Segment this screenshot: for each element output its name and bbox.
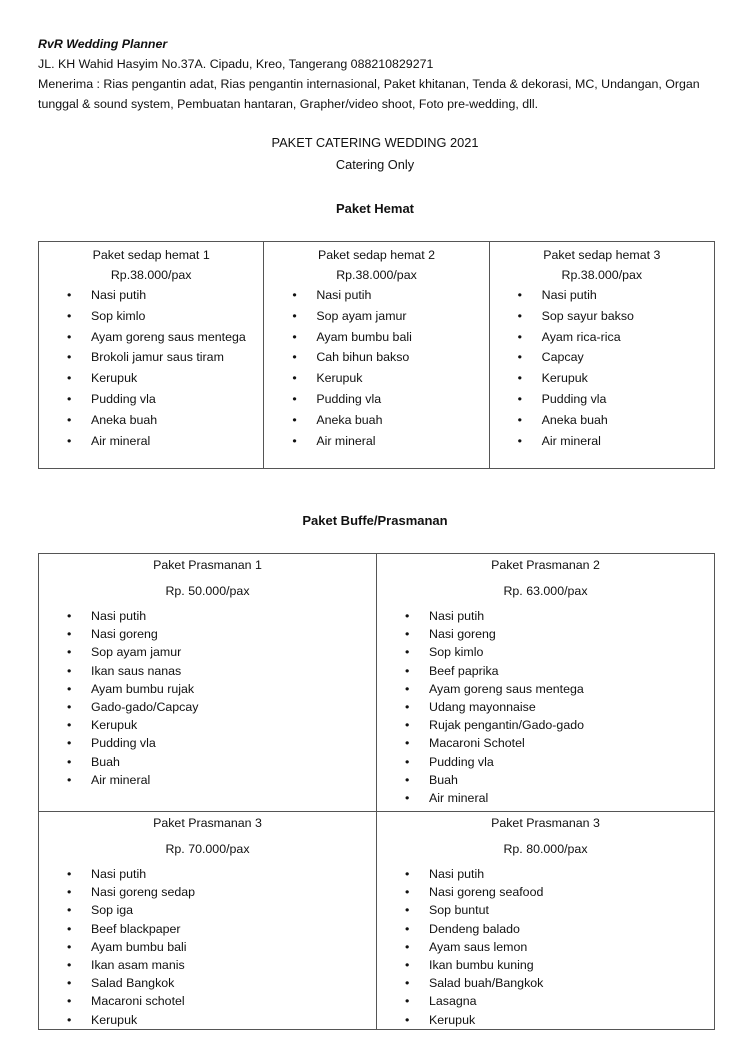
bullet-icon: • <box>405 627 410 642</box>
bullet-icon: • <box>67 772 72 787</box>
list-item <box>490 327 714 348</box>
list-item <box>377 716 714 734</box>
menu-item-text: Ayam rica-rica <box>541 329 621 344</box>
menu-item-text: Beef blackpaper <box>91 921 181 936</box>
hemat-packages-table <box>38 241 715 469</box>
package-cell <box>39 554 377 812</box>
company-address: JL. KH Wahid Hasyim No.37A. Cipadu, Kreo, Tangerang 088210829271 <box>38 57 434 71</box>
list-item <box>377 771 714 789</box>
bullet-icon: • <box>292 288 297 302</box>
bullet-icon: • <box>405 754 410 769</box>
menu-item-text: Ikan bumbu kuning <box>429 958 534 973</box>
bullet-icon: • <box>405 994 410 1009</box>
menu-item-text: Kerupuk <box>541 371 588 386</box>
bullet-icon: • <box>292 329 297 344</box>
bullet-icon: • <box>67 718 72 733</box>
bullet-icon: • <box>67 958 72 973</box>
menu-item-text: Nasi putih <box>541 288 597 302</box>
bullet-icon: • <box>405 903 410 918</box>
list-item <box>490 347 714 368</box>
document-title: PAKET CATERING WEDDING 2021 <box>271 135 479 150</box>
bullet-icon: • <box>292 412 297 427</box>
menu-item-text: Nasi putih <box>429 867 485 881</box>
list-item <box>39 956 376 974</box>
package-name: Paket sedap hemat 2 <box>317 248 436 262</box>
package-price: Rp.38.000/pax <box>561 268 643 282</box>
menu-item-text: Sop ayam jamur <box>91 645 182 660</box>
menu-item-text: Aneka buah <box>316 412 383 427</box>
list-item <box>39 389 263 410</box>
bullet-icon: • <box>67 903 72 918</box>
list-item <box>39 734 376 752</box>
list-item <box>264 347 488 368</box>
package-name: Paket Prasmanan 3 <box>491 816 600 830</box>
list-item <box>490 431 714 452</box>
menu-item-text: Dendeng balado <box>429 921 520 936</box>
menu-item-text: Nasi putih <box>316 288 372 302</box>
bullet-icon: • <box>67 1012 72 1027</box>
package-price: Rp. 50.000/pax <box>165 584 250 598</box>
menu-item-list <box>490 285 714 451</box>
list-item <box>377 956 714 974</box>
bullet-icon: • <box>405 958 410 973</box>
list-item <box>264 389 488 410</box>
package-cell <box>39 812 377 1030</box>
menu-item-text: Pudding vla <box>91 391 156 406</box>
bullet-icon: • <box>517 371 522 386</box>
bullet-icon: • <box>292 391 297 406</box>
list-item <box>39 410 263 431</box>
bullet-icon: • <box>67 350 72 365</box>
bullet-icon: • <box>67 736 72 751</box>
services-list: Menerima : Rias pengantin adat, Rias pengantin internasional, Paket khitanan, Tenda & dekorasi, MC, Undangan, Organ tunggal & sound system, Pembuatan hantaran, Grapher/video shoot, Foto pre-wedding, dll. <box>38 77 700 111</box>
menu-item-text: Pudding vla <box>316 391 382 406</box>
menu-item-text: Pudding vla <box>91 736 156 751</box>
list-item <box>377 789 714 807</box>
package-cell <box>377 812 715 1030</box>
list-item <box>39 347 263 368</box>
bullet-icon: • <box>405 939 410 954</box>
list-item <box>39 753 376 771</box>
menu-item-text: Buah <box>429 772 458 787</box>
list-item <box>264 431 488 452</box>
menu-item-text: Aneka buah <box>541 412 608 427</box>
menu-item-text: Ayam bumbu bali <box>91 939 187 954</box>
list-item <box>39 306 263 327</box>
bullet-icon: • <box>405 700 410 715</box>
menu-item-text: Sop kimlo <box>91 308 146 323</box>
menu-item-text: Ayam bumbu rujak <box>91 681 195 696</box>
list-item <box>264 306 488 327</box>
package-name: Paket sedap hemat 3 <box>543 248 661 262</box>
menu-item-text: Sop kimlo <box>429 645 484 660</box>
list-item <box>39 625 376 643</box>
list-item <box>377 883 714 901</box>
menu-item-text: Ikan asam manis <box>91 958 185 973</box>
menu-item-text: Lasagna <box>429 994 477 1009</box>
list-item <box>39 883 376 901</box>
package-cell <box>489 242 714 469</box>
bullet-icon: • <box>67 433 72 448</box>
list-item <box>39 992 376 1010</box>
list-item <box>39 662 376 680</box>
list-item <box>377 753 714 771</box>
menu-item-text: Buah <box>91 754 120 769</box>
list-item <box>377 698 714 716</box>
list-item <box>377 734 714 752</box>
list-item <box>39 680 376 698</box>
list-item <box>377 901 714 919</box>
document-subtitle: Catering Only <box>335 157 415 172</box>
letterhead <box>38 34 718 114</box>
bullet-icon: • <box>67 700 72 715</box>
bullet-icon: • <box>405 885 410 900</box>
menu-item-text: Nasi goreng sedap <box>91 885 196 900</box>
list-item <box>490 410 714 431</box>
section-title-hemat: Paket Hemat <box>335 201 415 216</box>
bullet-icon: • <box>517 391 522 406</box>
menu-item-text: Air mineral <box>316 433 376 448</box>
menu-item-list <box>377 865 714 1029</box>
buffet-packages-table <box>38 553 715 1030</box>
list-item <box>39 716 376 734</box>
list-item <box>377 643 714 661</box>
menu-item-list <box>264 285 488 451</box>
list-item <box>39 327 263 348</box>
bullet-icon: • <box>405 772 410 787</box>
list-item <box>490 368 714 389</box>
bullet-icon: • <box>405 663 410 678</box>
list-item <box>39 698 376 716</box>
bullet-icon: • <box>292 371 297 386</box>
menu-item-text: Ayam bumbu bali <box>316 329 412 344</box>
bullet-icon: • <box>405 718 410 733</box>
package-price: Rp.38.000/pax <box>110 268 192 282</box>
package-price: Rp. 63.000/pax <box>503 584 588 598</box>
bullet-icon: • <box>517 308 522 323</box>
bullet-icon: • <box>67 627 72 642</box>
menu-item-text: Pudding vla <box>429 754 494 769</box>
menu-item-text: Air mineral <box>91 433 151 448</box>
company-name: RvR Wedding Planner <box>38 37 168 51</box>
menu-item-text: Sop sayur bakso <box>541 308 634 323</box>
package-price: Rp. 70.000/pax <box>165 842 250 856</box>
bullet-icon: • <box>405 681 410 696</box>
list-item <box>377 938 714 956</box>
menu-item-text: Kerupuk <box>316 371 363 386</box>
menu-item-list <box>39 865 376 1029</box>
package-price: Rp. 80.000/pax <box>503 842 588 856</box>
menu-item-text: Ayam goreng saus mentega <box>91 329 246 344</box>
list-item <box>39 974 376 992</box>
bullet-icon: • <box>67 308 72 323</box>
bullet-icon: • <box>67 329 72 344</box>
list-item <box>377 992 714 1010</box>
bullet-icon: • <box>67 921 72 936</box>
list-item <box>39 1011 376 1029</box>
menu-item-text: Nasi putih <box>429 609 485 623</box>
bullet-icon: • <box>517 288 522 302</box>
package-price: Rp.38.000/pax <box>336 268 417 282</box>
list-item <box>264 368 488 389</box>
bullet-icon: • <box>67 867 72 881</box>
package-cell <box>39 242 264 469</box>
menu-item-text: Sop buntut <box>429 903 489 918</box>
bullet-icon: • <box>405 736 410 751</box>
list-item <box>39 607 376 625</box>
section-title-buffet: Paket Buffe/Prasmanan <box>302 513 448 528</box>
menu-item-text: Kerupuk <box>91 1012 138 1027</box>
menu-item-text: Brokoli jamur saus tiram <box>91 350 224 365</box>
bullet-icon: • <box>67 288 72 302</box>
bullet-icon: • <box>405 645 410 660</box>
menu-item-text: Air mineral <box>91 772 151 787</box>
list-item <box>39 431 263 452</box>
list-item <box>377 1011 714 1029</box>
list-item <box>264 327 488 348</box>
bullet-icon: • <box>67 976 72 991</box>
menu-item-text: Rujak pengantin/Gado-gado <box>429 718 584 733</box>
list-item <box>490 306 714 327</box>
bullet-icon: • <box>517 329 522 344</box>
bullet-icon: • <box>405 609 410 623</box>
menu-item-text: Salad Bangkok <box>91 976 175 991</box>
list-item <box>264 285 488 306</box>
menu-item-text: Ikan saus nanas <box>91 663 182 678</box>
menu-item-text: Gado-gado/Capcay <box>91 700 199 715</box>
menu-item-text: Udang mayonnaise <box>429 700 536 715</box>
menu-item-text: Salad buah/Bangkok <box>429 976 544 991</box>
bullet-icon: • <box>292 350 297 365</box>
menu-item-text: Nasi goreng seafood <box>429 885 544 900</box>
package-name: Paket Prasmanan 1 <box>153 558 262 572</box>
bullet-icon: • <box>67 994 72 1009</box>
list-item <box>377 920 714 938</box>
menu-item-text: Kerupuk <box>429 1012 476 1027</box>
list-item <box>39 285 263 306</box>
menu-item-text: Ayam goreng saus mentega <box>429 681 584 696</box>
menu-item-text: Ayam saus lemon <box>429 939 528 954</box>
package-cell <box>377 554 715 812</box>
package-name: Paket Prasmanan 2 <box>491 558 600 572</box>
list-item <box>39 920 376 938</box>
bullet-icon: • <box>405 791 410 806</box>
bullet-icon: • <box>67 371 72 386</box>
menu-item-text: Kerupuk <box>91 718 138 733</box>
list-item <box>377 662 714 680</box>
list-item <box>264 410 488 431</box>
menu-item-text: Nasi goreng <box>429 627 496 642</box>
menu-item-text: Macaroni schotel <box>91 994 185 1009</box>
menu-item-text: Nasi putih <box>91 867 147 881</box>
list-item <box>377 974 714 992</box>
list-item <box>39 938 376 956</box>
bullet-icon: • <box>405 1012 410 1027</box>
menu-item-text: Macaroni Schotel <box>429 736 525 751</box>
menu-item-text: Nasi putih <box>91 288 147 302</box>
menu-item-text: Sop ayam jamur <box>316 308 407 323</box>
bullet-icon: • <box>67 645 72 660</box>
menu-item-text: Air mineral <box>541 433 601 448</box>
list-item <box>39 368 263 389</box>
package-name: Paket sedap hemat 1 <box>92 248 210 262</box>
list-item <box>39 901 376 919</box>
package-name: Paket Prasmanan 3 <box>153 816 262 830</box>
bullet-icon: • <box>517 350 522 365</box>
list-item <box>39 865 376 883</box>
bullet-icon: • <box>67 391 72 406</box>
bullet-icon: • <box>67 885 72 900</box>
list-item <box>377 680 714 698</box>
list-item <box>377 607 714 625</box>
menu-item-text: Kerupuk <box>91 371 138 386</box>
bullet-icon: • <box>67 663 72 678</box>
list-item <box>39 771 376 789</box>
bullet-icon: • <box>405 921 410 936</box>
menu-item-text: Nasi putih <box>91 609 147 623</box>
bullet-icon: • <box>67 939 72 954</box>
menu-item-list <box>377 607 714 807</box>
menu-item-text: Sop iga <box>91 903 134 918</box>
bullet-icon: • <box>292 433 297 448</box>
list-item <box>377 625 714 643</box>
list-item <box>39 643 376 661</box>
bullet-icon: • <box>67 681 72 696</box>
bullet-icon: • <box>517 433 522 448</box>
bullet-icon: • <box>67 609 72 623</box>
menu-item-list <box>39 607 376 789</box>
list-item <box>377 865 714 883</box>
bullet-icon: • <box>517 412 522 427</box>
list-item <box>490 389 714 410</box>
menu-item-text: Beef paprika <box>429 663 499 678</box>
bullet-icon: • <box>405 976 410 991</box>
menu-item-text: Aneka buah <box>91 412 158 427</box>
package-cell <box>264 242 489 469</box>
menu-item-text: Capcay <box>541 350 584 365</box>
menu-item-text: Pudding vla <box>541 391 607 406</box>
menu-item-text: Nasi goreng <box>91 627 158 642</box>
list-item <box>490 285 714 306</box>
menu-item-text: Air mineral <box>429 791 489 806</box>
bullet-icon: • <box>67 412 72 427</box>
bullet-icon: • <box>292 308 297 323</box>
menu-item-text: Cah bihun bakso <box>316 350 410 365</box>
bullet-icon: • <box>405 867 410 881</box>
menu-item-list <box>39 285 263 451</box>
bullet-icon: • <box>67 754 72 769</box>
